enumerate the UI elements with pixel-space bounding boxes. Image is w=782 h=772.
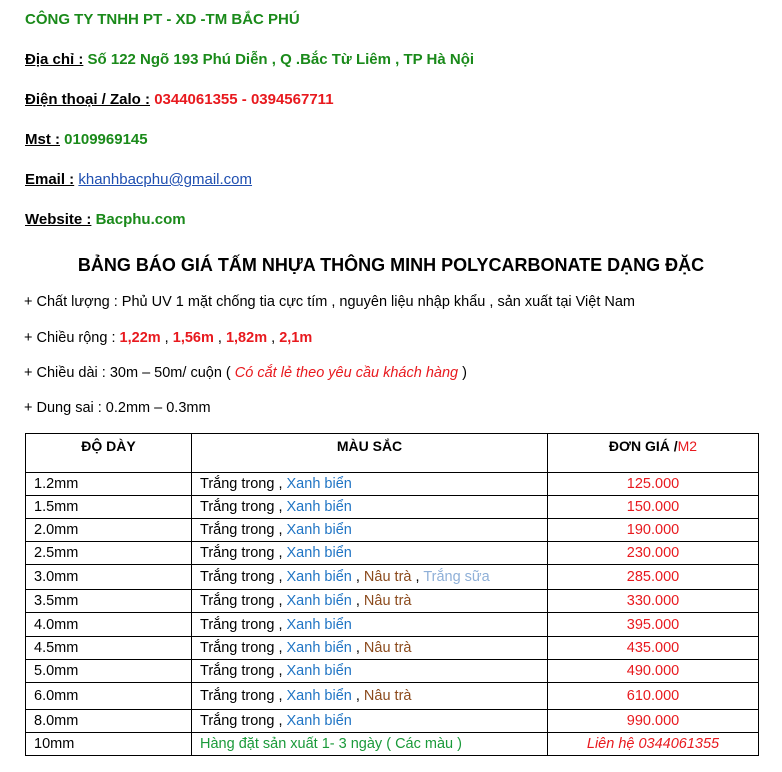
cell-thickness: 1.2mm (26, 473, 192, 496)
tax-line (25, 131, 148, 148)
cell-price: 395.000 (548, 613, 759, 637)
phone-line (25, 91, 334, 108)
tax-label: Mst : (25, 131, 60, 148)
color-clear: Trắng trong (200, 569, 275, 585)
cell-price: 990.000 (548, 710, 759, 733)
header-price-label: ĐƠN GIÁ / (608, 438, 678, 454)
cell-price: 125.000 (548, 473, 759, 496)
phone-value: 0344061355 - 0394567711 (154, 91, 334, 108)
color-clear: Trắng trong (200, 545, 275, 561)
table-row (26, 519, 759, 542)
tax-value: 0109969145 (64, 131, 148, 148)
note-quality: + Chất lượng : Phủ UV 1 mặt chống tia cực tím , nguyên liệu nhập khẩu , sản xuất tại Việt Nam (24, 294, 635, 310)
cell-thickness: 1.5mm (26, 496, 192, 519)
color-sea-blue: Xanh biển (286, 640, 352, 656)
phone-label: Điện thoại / Zalo : (25, 91, 151, 108)
color-clear: Trắng trong (200, 476, 275, 492)
table-row (26, 590, 759, 613)
cell-color: Trắng trong , Xanh biển , Nâu trà , Trắng sữa (192, 565, 548, 590)
cell-price: 285.000 (548, 565, 759, 590)
width-prefix: + Chiều rộng : (24, 330, 116, 346)
table-row (26, 496, 759, 519)
color-clear: Trắng trong (200, 593, 275, 609)
cell-thickness: 6.0mm (26, 683, 192, 710)
color-sea-blue: Xanh biển (286, 593, 352, 609)
table-row (26, 710, 759, 733)
color-tea-brown: Nâu trà (363, 593, 412, 609)
color-clear: Trắng trong (200, 522, 275, 538)
width-value: 2,1m (279, 330, 313, 346)
length-italic: Có cắt lẻ theo yêu cầu khách hàng (234, 365, 459, 381)
cell-thickness: 4.0mm (26, 613, 192, 637)
header-price-unit: M2 (677, 438, 698, 454)
cell-thickness: 2.0mm (26, 519, 192, 542)
cell-thickness: 3.0mm (26, 565, 192, 590)
cell-color-note: Hàng đặt sản xuất 1- 3 ngày ( Các màu ) (192, 733, 548, 756)
table-row (26, 613, 759, 637)
address-line (25, 51, 474, 68)
note-width: + Chiều rộng : 1,22m , 1,56m , 1,82m , 2,1m (24, 330, 313, 346)
table-row (26, 660, 759, 683)
cell-price: 150.000 (548, 496, 759, 519)
cell-thickness: 8.0mm (26, 710, 192, 733)
color-sea-blue: Xanh biển (286, 616, 352, 633)
address-label: Địa chỉ : (25, 51, 84, 68)
cell-color: Trắng trong , Xanh biển (192, 710, 548, 733)
color-clear: Trắng trong (200, 616, 275, 633)
header-color: MÀU SẮC (192, 434, 548, 473)
table-row (26, 637, 759, 660)
cell-thickness: 4.5mm (26, 637, 192, 660)
email-label: Email : (25, 171, 75, 188)
color-tea-brown: Nâu trà (363, 688, 412, 704)
width-value: 1,56m (172, 330, 214, 346)
table-row (26, 683, 759, 710)
email-line (25, 171, 252, 188)
company-name: CÔNG TY TNHH PT - XD -TM BẮC PHÚ (25, 11, 300, 28)
header-price (548, 434, 759, 473)
table-row (26, 733, 759, 756)
color-clear: Trắng trong (200, 640, 275, 656)
table-row (26, 565, 759, 590)
cell-color: Trắng trong , Xanh biển (192, 613, 548, 637)
cell-price-contact: Liên hệ 0344061355 (548, 733, 759, 756)
cell-color: Trắng trong , Xanh biển (192, 519, 548, 542)
color-sea-blue: Xanh biển (286, 569, 352, 585)
cell-price: 490.000 (548, 660, 759, 683)
width-value: 1,82m (225, 330, 268, 346)
cell-color: Trắng trong , Xanh biển (192, 473, 548, 496)
color-sea-blue: Xanh biển (286, 663, 352, 679)
table-row (26, 473, 759, 496)
color-clear: Trắng trong (200, 688, 275, 704)
color-sea-blue: Xanh biển (286, 499, 352, 515)
cell-color: Trắng trong , Xanh biển , Nâu trà (192, 637, 548, 660)
cell-thickness: 10mm (26, 733, 192, 756)
cell-price: 610.000 (548, 683, 759, 710)
cell-color: Trắng trong , Xanh biển , Nâu trà (192, 683, 548, 710)
length-suffix: ) (462, 365, 467, 381)
cell-color: Trắng trong , Xanh biển , Nâu trà (192, 590, 548, 613)
address-value: Số 122 Ngõ 193 Phú Diễn , Q .Bắc Từ Liêm , TP Hà Nội (87, 51, 475, 68)
email-link[interactable]: khanhbacphu@gmail.com (78, 171, 253, 188)
cell-price: 230.000 (548, 542, 759, 565)
color-sea-blue: Xanh biển (286, 713, 352, 729)
cell-thickness: 5.0mm (26, 660, 192, 683)
cell-color: Trắng trong , Xanh biển (192, 496, 548, 519)
color-sea-blue: Xanh biển (286, 545, 352, 561)
color-clear: Trắng trong (200, 663, 275, 679)
cell-price: 190.000 (548, 519, 759, 542)
price-table (25, 433, 759, 756)
length-prefix: + Chiều dài : 30m – 50m/ cuộn ( (24, 365, 231, 381)
note-tolerance: + Dung sai : 0.2mm – 0.3mm (24, 400, 211, 416)
website-value: Bacphu.com (95, 211, 186, 228)
cell-color: Trắng trong , Xanh biển (192, 660, 548, 683)
cell-price: 330.000 (548, 590, 759, 613)
color-clear: Trắng trong (200, 499, 275, 515)
website-line (25, 211, 186, 228)
table-row (26, 542, 759, 565)
cell-thickness: 2.5mm (26, 542, 192, 565)
color-sea-blue: Xanh biển (286, 688, 352, 704)
website-label: Website : (25, 211, 92, 228)
cell-thickness: 3.5mm (26, 590, 192, 613)
cell-color: Trắng trong , Xanh biển (192, 542, 548, 565)
cell-price: 435.000 (548, 637, 759, 660)
color-clear: Trắng trong (200, 713, 275, 729)
color-milk-white: Trắng sữa (423, 569, 490, 585)
table-header-row (26, 434, 759, 473)
header-thickness: ĐỘ DÀY (26, 434, 192, 473)
page-title: BẢNG BÁO GIÁ TẤM NHỰA THÔNG MINH POLYCARBONATE DẠNG ĐẶC (77, 255, 705, 275)
width-value: 1,22m (119, 330, 161, 346)
color-tea-brown: Nâu trà (363, 569, 412, 585)
note-length (24, 365, 467, 381)
color-sea-blue: Xanh biển (286, 522, 352, 538)
color-tea-brown: Nâu trà (363, 640, 412, 656)
color-sea-blue: Xanh biển (286, 476, 352, 492)
